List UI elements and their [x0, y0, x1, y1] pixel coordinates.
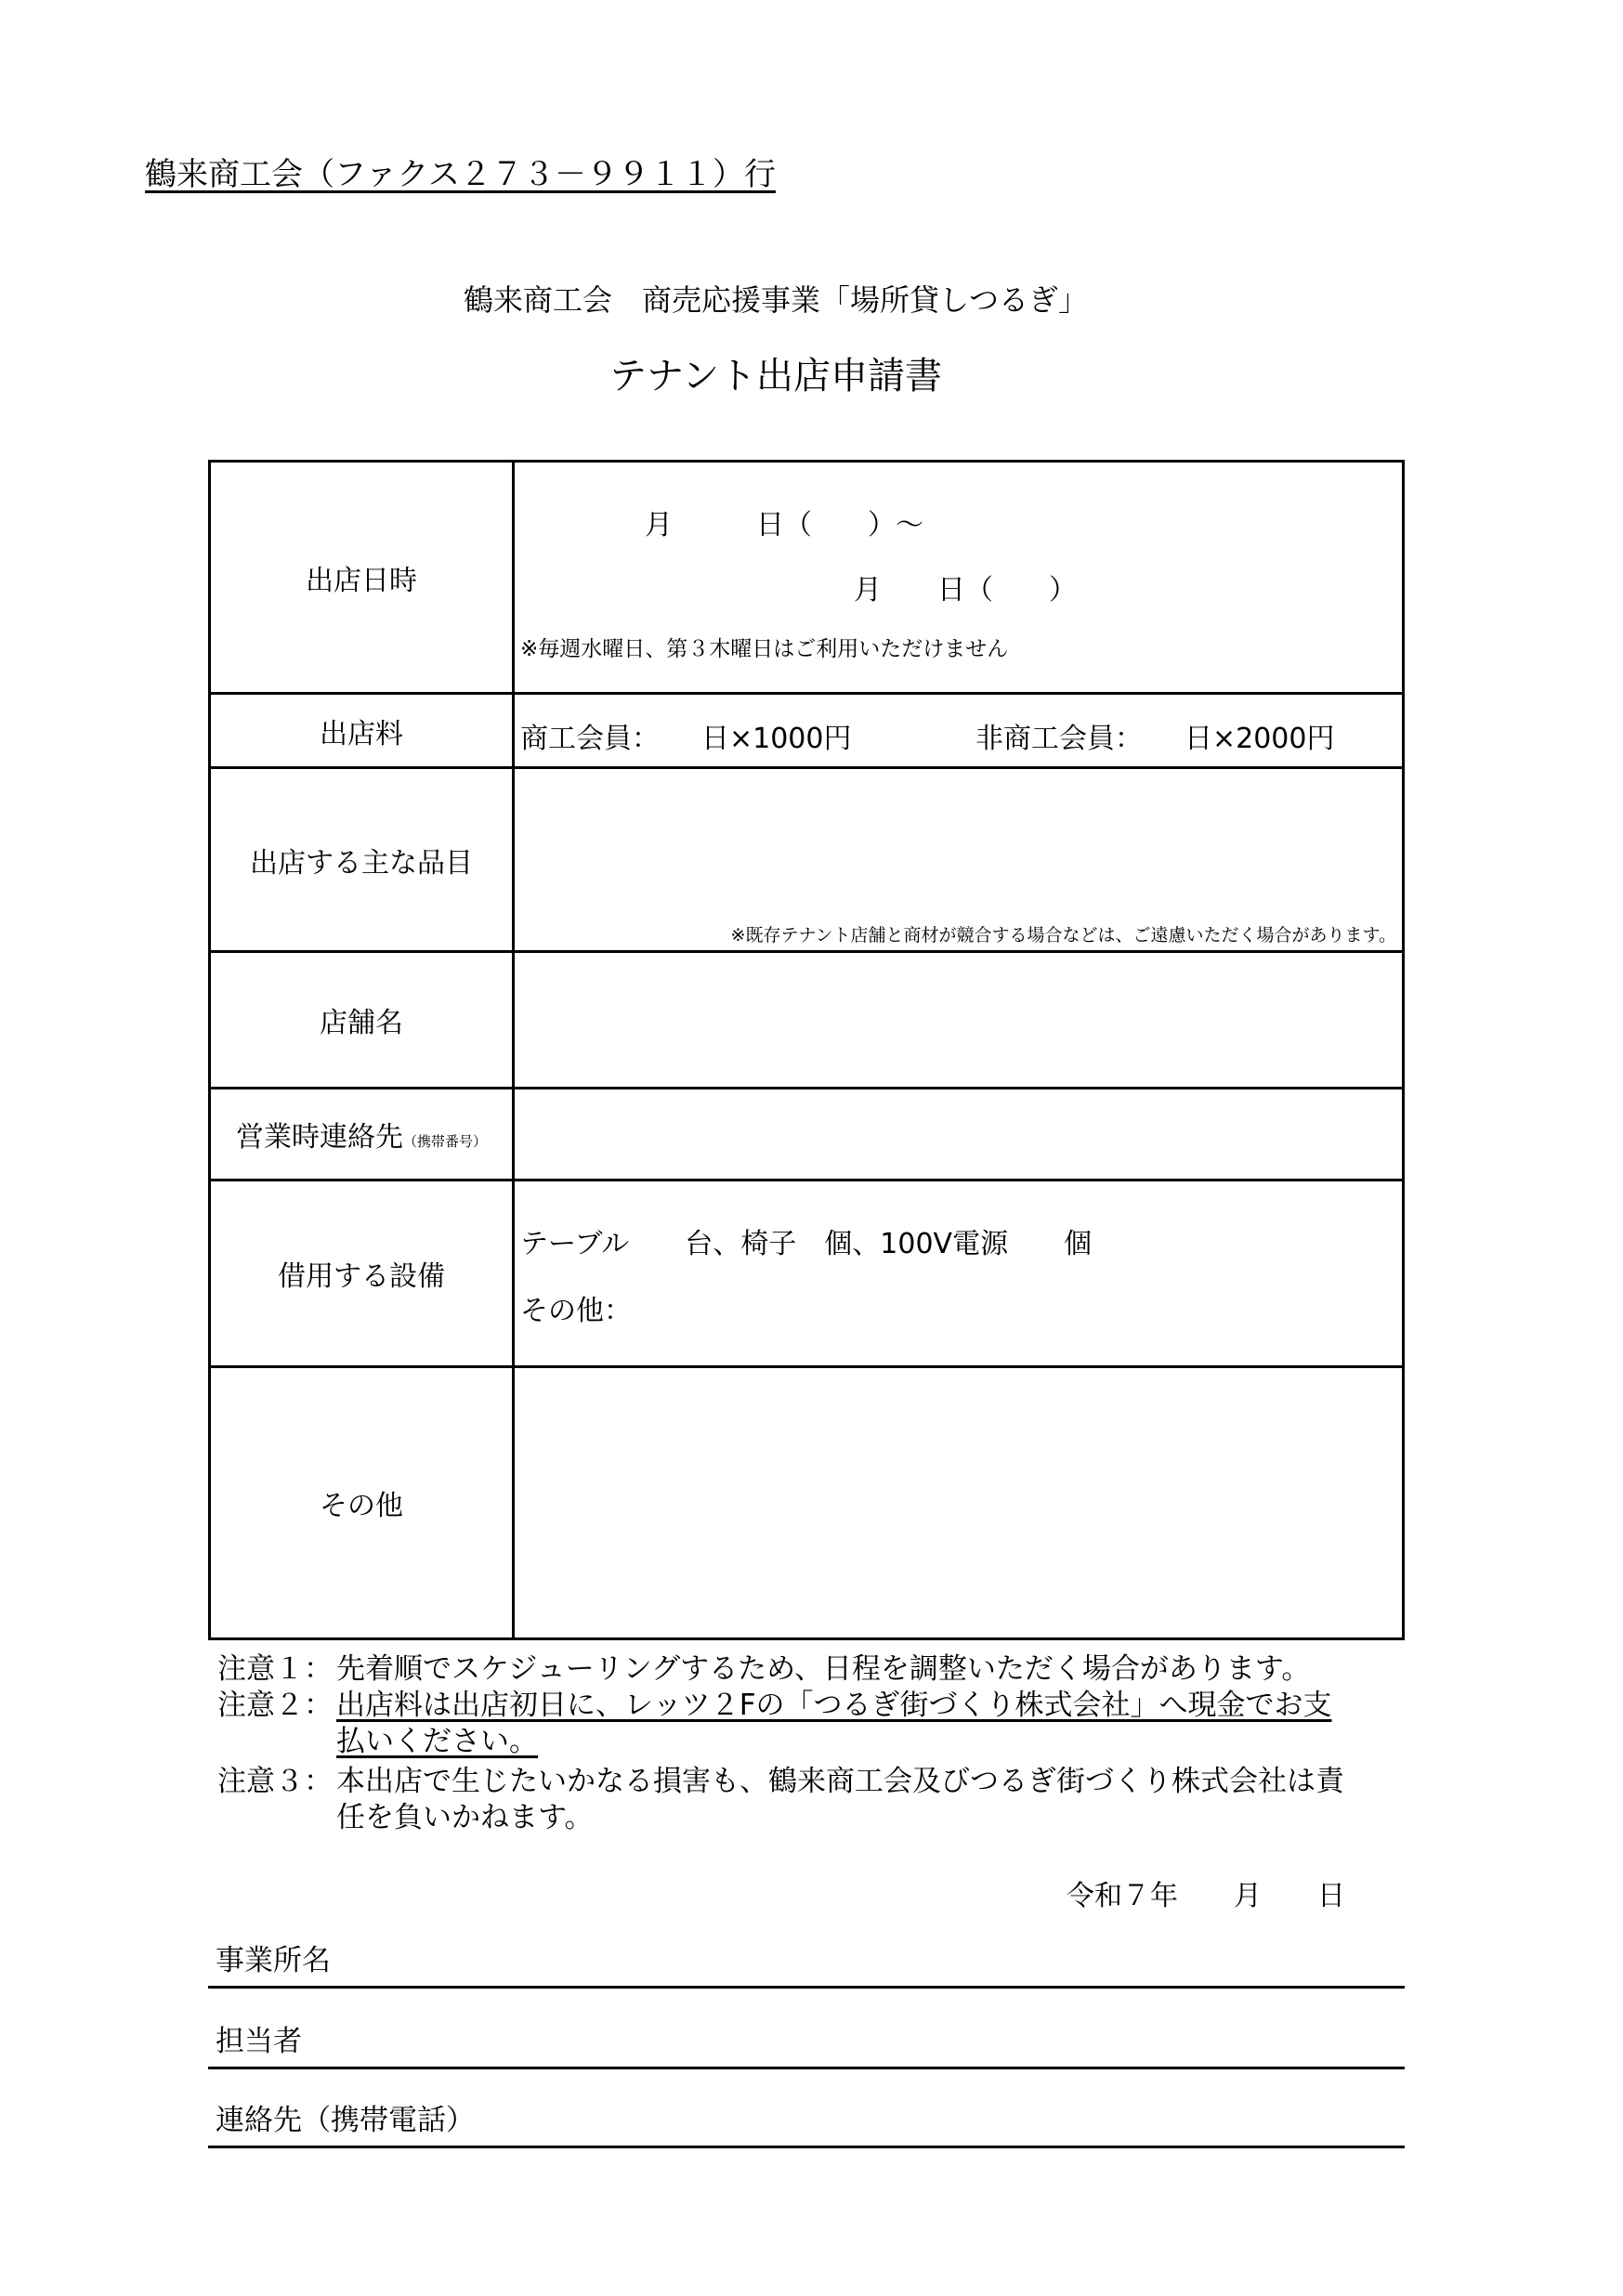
contact-label [210, 1089, 514, 1181]
other-field[interactable] [514, 1367, 1404, 1639]
contact-field[interactable] [514, 1089, 1404, 1181]
row-shop-name [210, 952, 1404, 1089]
addressee: 鶴来商工会（ファクス２７３－９９１１）行 [145, 156, 776, 193]
items-note: ※既存テナント店舗と商材が競合する場合などは、ご遠慮いただく場合があります。 [730, 925, 1396, 946]
equipment-label: 借用する設備 [210, 1181, 514, 1367]
fee-field[interactable] [514, 694, 1404, 768]
phone-line[interactable] [208, 2101, 1405, 2148]
fee-label: 出店料 [210, 694, 514, 768]
application-date: 令和７年 月 日 [1067, 1880, 1345, 1912]
row-items [210, 768, 1404, 952]
items-label: 出店する主な品目 [210, 768, 514, 952]
row-equipment [210, 1181, 1404, 1367]
note-1 [217, 1651, 1405, 1688]
business-name-line[interactable] [208, 1941, 1405, 1989]
date-note: ※毎週水曜日、第３木曜日はご利用いただけません [520, 637, 1009, 661]
document-title: テナント出店申請書 [609, 355, 942, 398]
note-1-text: 先着順でスケジューリングするため、日程を調整いただく場合があります。 [336, 1652, 1311, 1686]
contact-label-main: 営業時連絡先 [235, 1121, 403, 1154]
phone-label: 連絡先（携帯電話） [216, 2104, 475, 2137]
row-date [210, 462, 1404, 694]
person-in-charge-label: 担当者 [216, 2025, 302, 2058]
fee-non-member: 非商工会員： 日×2000円 [975, 723, 1335, 755]
note-3-head: 注意３： [217, 1765, 333, 1798]
note-3-text: 本出店で生じたいかなる損害も、鶴来商工会及びつるぎ街づくり株式会社は責任を負いかねます。 [336, 1765, 1344, 1834]
note-1-head: 注意１： [217, 1652, 333, 1686]
business-name-label: 事業所名 [216, 1944, 331, 1977]
row-contact [210, 1089, 1404, 1181]
application-form-table [208, 460, 1405, 1640]
date-label: 出店日時 [210, 462, 514, 694]
items-field[interactable] [514, 768, 1404, 952]
fee-member: 商工会員： 日×1000円 [520, 723, 852, 755]
note-2-text: 出店料は出店初日に、レッツ２Fの「つるぎ街づくり株式会社」へ現金でお支払いください。 [336, 1689, 1332, 1758]
row-other [210, 1367, 1404, 1639]
date-field[interactable] [514, 462, 1404, 694]
date-start: 月 日（ ）～ [645, 509, 923, 541]
shop-name-field[interactable] [514, 952, 1404, 1089]
date-end: 月 日（ ） [854, 574, 1077, 607]
equipment-items: テーブル 台、椅子 個、100V電源 個 [520, 1228, 1093, 1260]
shop-name-label: 店舗名 [210, 952, 514, 1089]
note-2-head: 注意２： [217, 1689, 333, 1722]
equipment-other: その他： [520, 1295, 632, 1327]
note-3 [217, 1764, 1405, 1836]
note-2 [217, 1688, 1405, 1760]
notes-block [217, 1651, 1405, 1836]
other-label: その他 [210, 1367, 514, 1639]
contact-label-small: （携帯番号） [402, 1133, 487, 1150]
row-fee [210, 694, 1404, 768]
person-in-charge-line[interactable] [208, 2022, 1405, 2069]
document-subtitle: 鶴来商工会 商売応援事業「場所貸しつるぎ」 [463, 282, 1088, 318]
equipment-field[interactable] [514, 1181, 1404, 1367]
